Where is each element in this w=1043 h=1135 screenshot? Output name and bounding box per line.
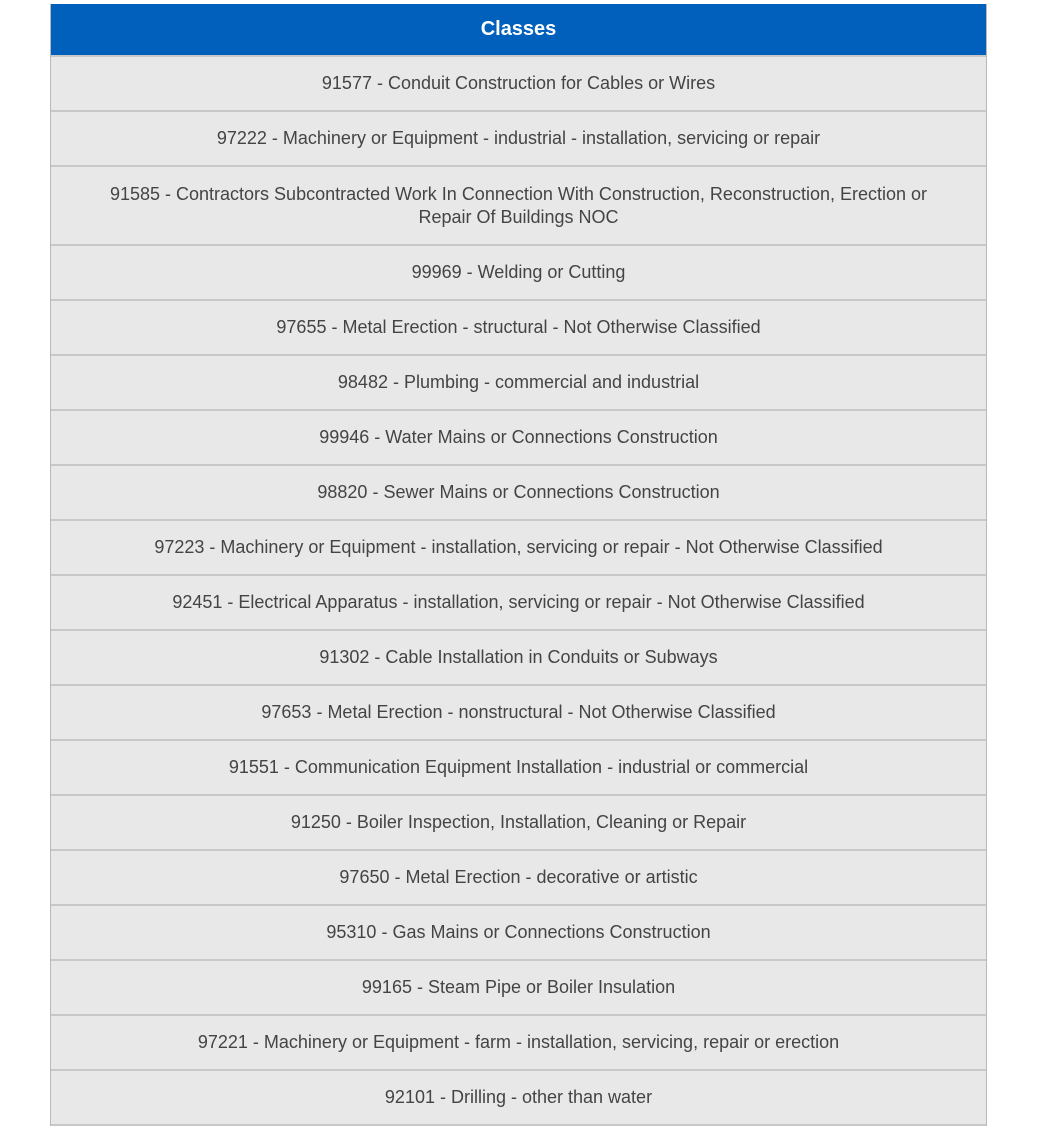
table-row: 91585 - Contractors Subcontracted Work In Connection With Construction, Reconstruction, Erection or Repair Of Buildings NOC	[51, 167, 986, 246]
table-row: 97222 - Machinery or Equipment - industrial - installation, servicing or repair	[51, 112, 986, 167]
table-row: 91302 - Cable Installation in Conduits or Subways	[51, 631, 986, 686]
table-header: Classes	[51, 4, 986, 57]
table-row: 99165 - Steam Pipe or Boiler Insulation	[51, 961, 986, 1016]
classes-table	[50, 4, 987, 1126]
table-row: 91250 - Boiler Inspection, Installation, Cleaning or Repair	[51, 796, 986, 851]
table-row: 91577 - Conduit Construction for Cables or Wires	[51, 57, 986, 112]
table-row: 98820 - Sewer Mains or Connections Construction	[51, 466, 986, 521]
table-row: 95310 - Gas Mains or Connections Construction	[51, 906, 986, 961]
table-row: 99969 - Welding or Cutting	[51, 246, 986, 301]
table-row: 97650 - Metal Erection - decorative or artistic	[51, 851, 986, 906]
table-row: 97223 - Machinery or Equipment - installation, servicing or repair - Not Otherwise Classified	[51, 521, 986, 576]
table-row: 92101 - Drilling - other than water	[51, 1071, 986, 1126]
table-row: 97221 - Machinery or Equipment - farm - installation, servicing, repair or erection	[51, 1016, 986, 1071]
table-body	[51, 57, 986, 1126]
table-row: 97655 - Metal Erection - structural - Not Otherwise Classified	[51, 301, 986, 356]
table-row: 91551 - Communication Equipment Installation - industrial or commercial	[51, 741, 986, 796]
table-row: 99946 - Water Mains or Connections Construction	[51, 411, 986, 466]
table-row: 97653 - Metal Erection - nonstructural - Not Otherwise Classified	[51, 686, 986, 741]
table-row: 92451 - Electrical Apparatus - installation, servicing or repair - Not Otherwise Classified	[51, 576, 986, 631]
table-row: 98482 - Plumbing - commercial and industrial	[51, 356, 986, 411]
